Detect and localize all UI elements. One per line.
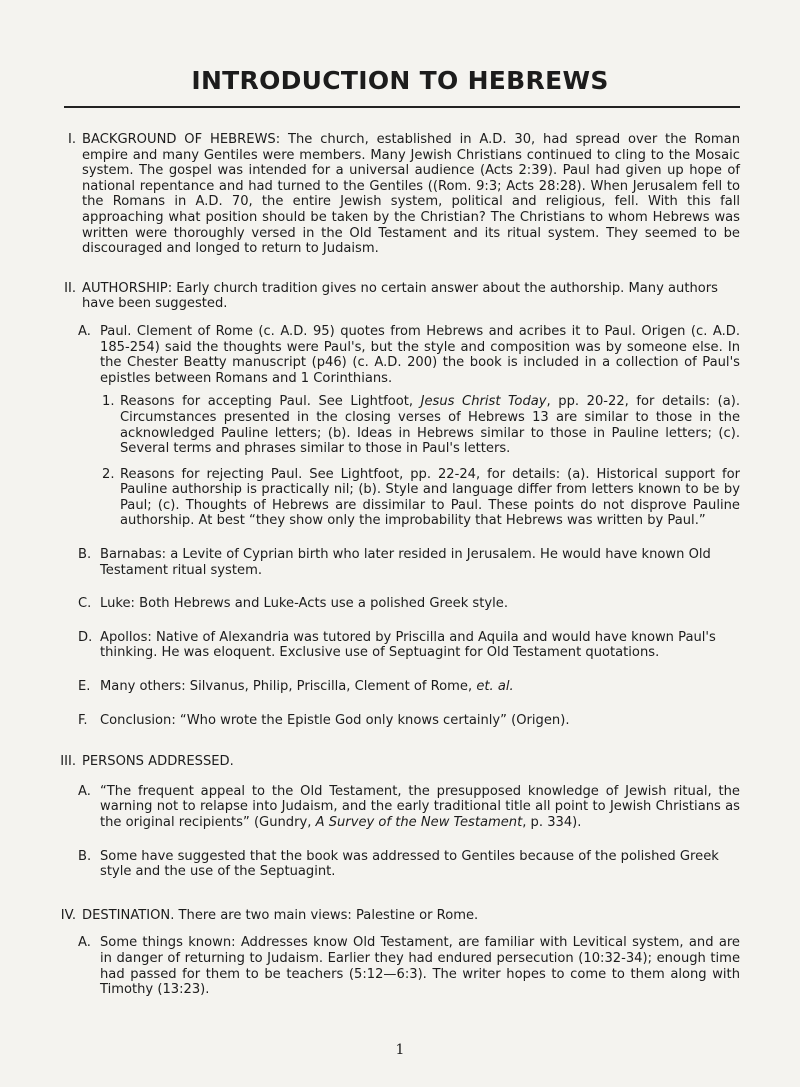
item-text-part: “The frequent appeal to the Old Testament, the presupposed knowledge of Jewish ritual, the warning not to relapse into Judaism, and the early traditional title all point to Jewish Christians as the original recipients” (Gundry, (100, 783, 740, 830)
item-text: Conclusion: “Who wrote the Epistle God only knows certainly” (Origen). (100, 712, 570, 728)
item-text (100, 679, 740, 695)
section-number: III. (60, 754, 76, 770)
item-letter: D. (78, 629, 93, 645)
section-text: BACKGROUND OF HEBREWS: The church, established in A.D. 30, had spread over the Roman empire and many Gentiles were members. Many Jewish Christians continued to cling to the Mosaic system. The gospel was intended for a universal audience (Acts 2:39). Paul had given up hope of national repentance and had turned to the Gentiles ((Rom. 9:3; Acts 28:28). When Jerusalem fell to the Romans in A.D. 70, the entire Jewish system, political and religious, fell. With this fall approaching what position should be taken by the Christian? The Christians to whom Hebrews was written were thoroughly versed in the Old Testament and its ritual system. They seemed to be discouraged and longed to return to Judaism. (82, 132, 740, 257)
authorship-list (0, 324, 800, 728)
section-background (0, 132, 800, 257)
item-text-part: Many others: Silvanus, Philip, Priscilla, Clement of Rome, (100, 679, 477, 695)
item-letter: A. (78, 783, 91, 799)
item-letter: B. (78, 547, 92, 563)
subitem-text (120, 394, 740, 456)
book-title: A Survey of the New Testament (315, 815, 523, 830)
subitem-text: Reasons for rejecting Paul. See Lightfoot, pp. 22-24, for details: (a). Historical support for Pauline authorship is practically nil; (b). Style and language differ from letters known to be by Paul; (c). Thoughts of Hebrews are dissimilar to Paul. These points do not disprove Pauline authorship. At best “they show only the improbability that Hebrews was written by Paul.” (120, 466, 740, 529)
title-rule (64, 106, 740, 108)
subitem-text-part: , pp. 20-22, for details: (a). Circumstances presented in the closing verses of Hebrews 13 are similar to those in the acknowledged Pauline letters; (b). Ideas in Hebrews similar to those in Pauline letters; (c). Several terms and phrases similar to those in Paul's letters. (120, 394, 740, 457)
section-text: AUTHORSHIP: Early church tradition gives no certain answer about the authorship. Many authors have been suggested. (82, 280, 718, 312)
item-text: Paul. Clement of Rome (c. A.D. 95) quotes from Hebrews and acribes it to Paul. Origen (c. A.D. 185-254) said the thoughts were Paul's, but the style and composition was by someone else. In the Chester Beatty manuscript (p46) (c. A.D. 200) the book is included in a collection of Paul's epistles between Romans and 1 Corinthians. (100, 323, 740, 386)
book-title: Jesus Christ Today (420, 394, 547, 410)
item-emphasis: et. al. (476, 679, 514, 695)
item-text: Apollos: Native of Alexandria was tutored by Priscilla and Aquila and would have known Paul's thinking. He was eloquent. Exclusive use of Septuagint for Old Testament quotations. (100, 629, 716, 661)
item-text: Barnabas: a Levite of Cyprian birth who later resided in Jerusalem. He would have known Old Testament ritual system. (100, 547, 711, 578)
subitem-number: 1. (102, 394, 115, 410)
section-destination (0, 908, 800, 924)
list-item (0, 713, 800, 729)
list-item (0, 596, 800, 612)
item-text: Some have suggested that the book was addressed to Gentiles because of the polished Greek style and the use of the Septuagint. (100, 848, 719, 880)
item-letter: A. (78, 323, 91, 339)
list-subitem (0, 467, 800, 529)
item-letter: C. (78, 596, 92, 612)
section-persons-addressed (0, 754, 800, 770)
page-title: INTRODUCTION TO HEBREWS (191, 66, 609, 95)
section-number: I. (67, 132, 76, 147)
item-letter: E. (78, 679, 91, 695)
list-item (0, 630, 800, 661)
subitem-text-part: Reasons for accepting Paul. See Lightfoot, (120, 394, 421, 410)
item-text (100, 784, 740, 831)
item-text: Luke: Both Hebrews and Luke-Acts use a polished Greek style. (100, 596, 508, 612)
item-text: Some things known: Addresses know Old Testament, are familiar with Levitical system, and are in danger of returning to Judaism. Earlier they had endured persecution (10:32-34); enough time had passed for them to be teachers (5:12—6:3). The writer hopes to come to them along with Timothy (13:23). (100, 935, 740, 998)
section-text: PERSONS ADDRESSED. (82, 754, 234, 770)
list-item (0, 849, 800, 880)
item-letter: A. (78, 935, 91, 951)
list-item (0, 784, 800, 831)
list-subitem (0, 394, 800, 456)
section-number: IV. (60, 907, 76, 923)
section-number: II. (64, 280, 76, 296)
item-letter: F. (78, 712, 88, 728)
section-authorship (0, 281, 800, 312)
item-letter: B. (78, 848, 92, 864)
document-body (0, 132, 800, 998)
list-item (0, 935, 800, 997)
list-item (0, 324, 800, 386)
section-text: DESTINATION. There are two main views: Palestine or Rome. (82, 907, 479, 923)
item-text-part: , p. 334). (522, 815, 582, 830)
list-item (0, 547, 800, 578)
page-number: 1 (395, 1042, 405, 1058)
list-item (0, 679, 800, 695)
subitem-number: 2. (102, 466, 115, 482)
